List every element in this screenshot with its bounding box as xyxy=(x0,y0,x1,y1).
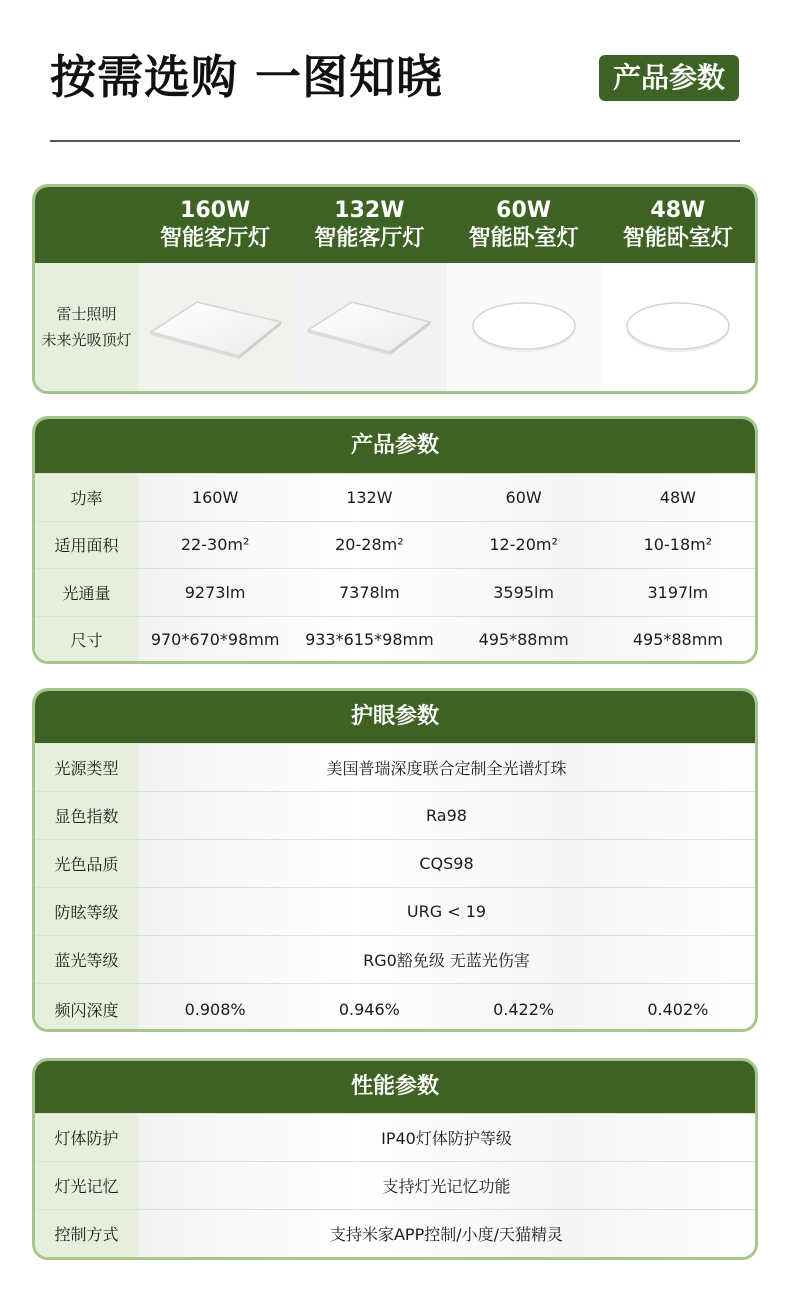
table-row xyxy=(35,791,755,839)
row-label: 适用面积 xyxy=(35,522,138,569)
table-row xyxy=(35,568,755,616)
table-cell: 20-28m² xyxy=(335,535,404,555)
table-cell: 0.908% xyxy=(184,1000,246,1019)
page-title: 按需选购 一图知晓 xyxy=(50,50,444,104)
table-cell: 495*88mm xyxy=(632,630,723,650)
product-name: 智能卧室灯 xyxy=(468,226,579,251)
table-row xyxy=(35,743,755,791)
table-cell: 3197lm xyxy=(647,582,709,602)
rect-ceiling-lamp-icon xyxy=(145,292,285,362)
row-label: 显色指数 xyxy=(35,792,138,839)
table-cell: 0.422% xyxy=(493,1000,555,1019)
section-title: 护眼参数 xyxy=(35,691,755,743)
product-image-cell xyxy=(601,263,755,391)
table-cell: 支持米家APP控制/小度/天猫精灵 xyxy=(329,1225,564,1244)
eye-params-card xyxy=(32,688,758,1032)
table-row xyxy=(35,1161,755,1209)
section-title: 性能参数 xyxy=(35,1061,755,1113)
table-cell: 22-30m² xyxy=(180,535,250,555)
product-image-row xyxy=(35,263,755,391)
product-column-header xyxy=(447,187,601,263)
product-power: 48W xyxy=(650,198,706,223)
table-cell: 12-20m² xyxy=(489,535,558,555)
row-label: 光色品质 xyxy=(35,840,138,887)
table-cell: 60W xyxy=(505,487,542,507)
row-label: 光通量 xyxy=(35,569,138,616)
product-image-cell xyxy=(138,263,292,391)
round-ceiling-lamp-icon xyxy=(469,299,579,355)
product-column-header xyxy=(138,187,292,263)
table-row xyxy=(35,521,755,569)
performance-params-card xyxy=(32,1058,758,1260)
table-cell: 495*88mm xyxy=(478,630,569,650)
table-row xyxy=(35,839,755,887)
header-divider xyxy=(50,140,740,142)
table-row xyxy=(35,1113,755,1161)
product-row-label xyxy=(35,263,138,391)
row-label: 尺寸 xyxy=(35,617,138,664)
product-power: 132W xyxy=(334,198,405,223)
table-row xyxy=(35,935,755,983)
table-cell: 9273lm xyxy=(184,582,246,602)
row-label: 光源类型 xyxy=(35,744,138,791)
table-cell: RG0豁免级 无蓝光伤害 xyxy=(363,951,530,970)
table-row xyxy=(35,1209,755,1257)
product-overview-card xyxy=(32,184,758,394)
series-label: 未来光吸顶灯 xyxy=(41,331,132,349)
section-title: 产品参数 xyxy=(35,419,755,473)
product-name: 智能客厅灯 xyxy=(160,226,271,251)
product-power: 60W xyxy=(496,198,552,223)
page-header xyxy=(0,0,790,142)
product-power: 160W xyxy=(180,198,251,223)
product-name: 智能客厅灯 xyxy=(314,226,425,251)
table-cell: IP40灯体防护等级 xyxy=(381,1129,512,1148)
section-badge: 产品参数 xyxy=(599,55,739,101)
product-name: 智能卧室灯 xyxy=(622,226,733,251)
row-label: 蓝光等级 xyxy=(35,936,138,983)
product-column-header xyxy=(601,187,755,263)
table-cell: 美国普瑞深度联合定制全光谱灯珠 xyxy=(326,759,567,778)
table-cell: 0.402% xyxy=(647,1000,709,1019)
table-row xyxy=(35,473,755,521)
rect-ceiling-lamp-icon xyxy=(304,294,434,360)
table-cell: 48W xyxy=(659,487,696,507)
row-label: 功率 xyxy=(35,474,138,521)
row-label: 频闪深度 xyxy=(35,984,138,1032)
table-cell: 支持灯光记忆功能 xyxy=(382,1177,511,1196)
table-cell: 7378lm xyxy=(339,582,400,602)
table-row xyxy=(35,887,755,935)
row-label: 灯光记忆 xyxy=(35,1162,138,1209)
brand-label: 雷士照明 xyxy=(56,305,117,323)
product-header-row xyxy=(35,187,755,263)
table-cell: 933*615*98mm xyxy=(305,630,434,650)
table-cell: URG < 19 xyxy=(406,902,487,921)
product-column-header xyxy=(292,187,446,263)
row-label: 灯体防护 xyxy=(35,1114,138,1161)
table-cell: Ra98 xyxy=(426,806,467,825)
round-ceiling-lamp-icon xyxy=(623,299,733,355)
table-cell: 10-18m² xyxy=(643,535,713,555)
table-cell: 132W xyxy=(346,487,393,507)
row-label: 控制方式 xyxy=(35,1210,138,1257)
table-cell: 3595lm xyxy=(493,582,554,602)
row-label: 防眩等级 xyxy=(35,888,138,935)
table-cell: 0.946% xyxy=(338,1000,400,1019)
table-cell: 160W xyxy=(191,487,239,507)
product-params-card xyxy=(32,416,758,664)
table-cell: 970*670*98mm xyxy=(150,630,280,650)
product-image-cell xyxy=(447,263,601,391)
table-cell: CQS98 xyxy=(419,854,474,873)
product-image-cell xyxy=(292,263,446,391)
table-row xyxy=(35,616,755,664)
table-row xyxy=(35,983,755,1032)
